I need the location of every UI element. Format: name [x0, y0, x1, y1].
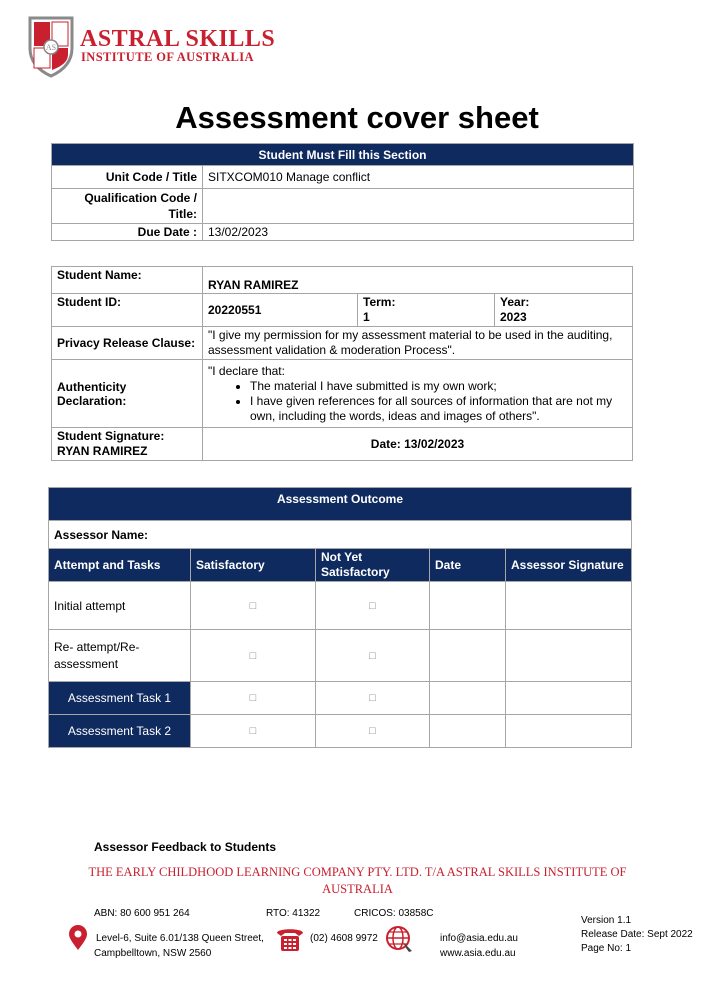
- unit-code-label: Unit Code / Title: [52, 166, 203, 189]
- assessor-name-label[interactable]: Assessor Name:: [49, 521, 632, 549]
- satisfactory-checkbox[interactable]: □: [191, 630, 316, 682]
- qualification-label: Qualification Code / Title:: [52, 189, 203, 224]
- feedback-label: Assessor Feedback to Students: [94, 840, 277, 854]
- due-date-label: Due Date :: [52, 224, 203, 241]
- email-link[interactable]: info@asia.edu.au: [440, 933, 518, 944]
- rto: RTO: 41322: [266, 908, 321, 919]
- brand-name: ASTRAL SKILLS: [80, 26, 276, 52]
- phone-number: (02) 4608 9972: [310, 933, 378, 944]
- assessor-signature-cell[interactable]: [506, 682, 632, 715]
- column-header: Not Yet Satisfactory: [316, 549, 430, 582]
- row-label: Assessment Task 1: [49, 682, 191, 715]
- privacy-text: "I give my permission for my assessment material to be used in the auditing, assessment validation & moderation Process".: [203, 327, 633, 360]
- year-cell[interactable]: [495, 294, 633, 327]
- not-satisfactory-checkbox[interactable]: □: [316, 582, 430, 630]
- qualification-value[interactable]: [203, 189, 634, 224]
- term-cell[interactable]: [358, 294, 495, 327]
- release-date: Release Date: Sept 2022: [581, 929, 693, 940]
- student-id-value[interactable]: 20220551: [203, 294, 358, 327]
- declaration-list: [208, 379, 627, 424]
- svg-text:AS: AS: [45, 43, 57, 52]
- assessor-signature-cell[interactable]: [506, 715, 632, 748]
- authenticity-label: Authenticity Declaration:: [52, 360, 203, 428]
- telephone-icon: [274, 924, 306, 954]
- student-section-table: [51, 143, 634, 241]
- brand-subtitle: INSTITUTE OF AUSTRALIA: [81, 50, 254, 64]
- student-signature-label[interactable]: Student Signature: RYAN RAMIREZ: [52, 428, 203, 461]
- column-header: Assessor Signature: [506, 549, 632, 582]
- row-label: Assessment Task 2: [49, 715, 191, 748]
- not-satisfactory-checkbox[interactable]: □: [316, 682, 430, 715]
- date-cell[interactable]: [430, 682, 506, 715]
- signature-date[interactable]: Date: 13/02/2023: [203, 428, 633, 461]
- term-value: 1: [363, 310, 370, 324]
- student-name-value[interactable]: RYAN RAMIREZ: [203, 267, 633, 294]
- column-header: Date: [430, 549, 506, 582]
- year-label: Year:: [500, 295, 530, 309]
- satisfactory-checkbox[interactable]: □: [191, 682, 316, 715]
- section-header: Student Must Fill this Section: [52, 144, 634, 166]
- due-date-value[interactable]: 13/02/2023: [203, 224, 634, 241]
- unit-code-value[interactable]: SITXCOM010 Manage conflict: [203, 166, 634, 189]
- column-header: Attempt and Tasks: [49, 549, 191, 582]
- not-satisfactory-checkbox[interactable]: □: [316, 630, 430, 682]
- date-cell[interactable]: [430, 582, 506, 630]
- column-header: Satisfactory: [191, 549, 316, 582]
- cricos: CRICOS: 03858C: [354, 908, 434, 919]
- row-label: Re- attempt/Re-assessment: [49, 630, 191, 682]
- student-id-label: Student ID:: [52, 294, 203, 327]
- privacy-label: Privacy Release Clause:: [52, 327, 203, 360]
- student-name-label: Student Name:: [52, 267, 203, 294]
- declaration-intro: "I declare that:: [208, 363, 285, 378]
- year-value: 2023: [500, 310, 527, 324]
- page-title: Assessment cover sheet: [175, 100, 539, 135]
- version: Version 1.1: [581, 915, 632, 926]
- company-name: THE EARLY CHILDHOOD LEARNING COMPANY PTY. LTD. T/A ASTRAL SKILLS INSTITUTE OF AUSTRALIA: [88, 865, 627, 896]
- address-line2: Campbelltown, NSW 2560: [94, 948, 212, 959]
- declaration-item: • I have given references for all sources of information that are not my own, including the words, ideas and images of others".: [250, 394, 627, 424]
- term-label: Term:: [363, 295, 396, 309]
- satisfactory-checkbox[interactable]: □: [191, 715, 316, 748]
- globe-icon: [384, 924, 414, 954]
- authenticity-declaration: [203, 360, 633, 428]
- shield-logo-icon: [26, 14, 76, 78]
- website-link[interactable]: www.asia.edu.au: [440, 948, 516, 959]
- page-number: Page No: 1: [581, 943, 632, 954]
- student-info-table: [51, 266, 633, 461]
- row-label: Initial attempt: [49, 582, 191, 630]
- satisfactory-checkbox[interactable]: □: [191, 582, 316, 630]
- date-cell[interactable]: [430, 715, 506, 748]
- assessor-signature-cell[interactable]: [506, 582, 632, 630]
- assessment-outcome-table: [48, 487, 632, 748]
- outcome-header: Assessment Outcome: [49, 488, 632, 521]
- date-cell[interactable]: [430, 630, 506, 682]
- abn: ABN: 80 600 951 264: [94, 908, 190, 919]
- declaration-item: • The material I have submitted is my own work;: [250, 379, 627, 394]
- address-line1: Level-6, Suite 6.01/138 Queen Street,: [96, 933, 264, 944]
- not-satisfactory-checkbox[interactable]: □: [316, 715, 430, 748]
- location-pin-icon: [67, 925, 89, 951]
- assessor-signature-cell[interactable]: [506, 630, 632, 682]
